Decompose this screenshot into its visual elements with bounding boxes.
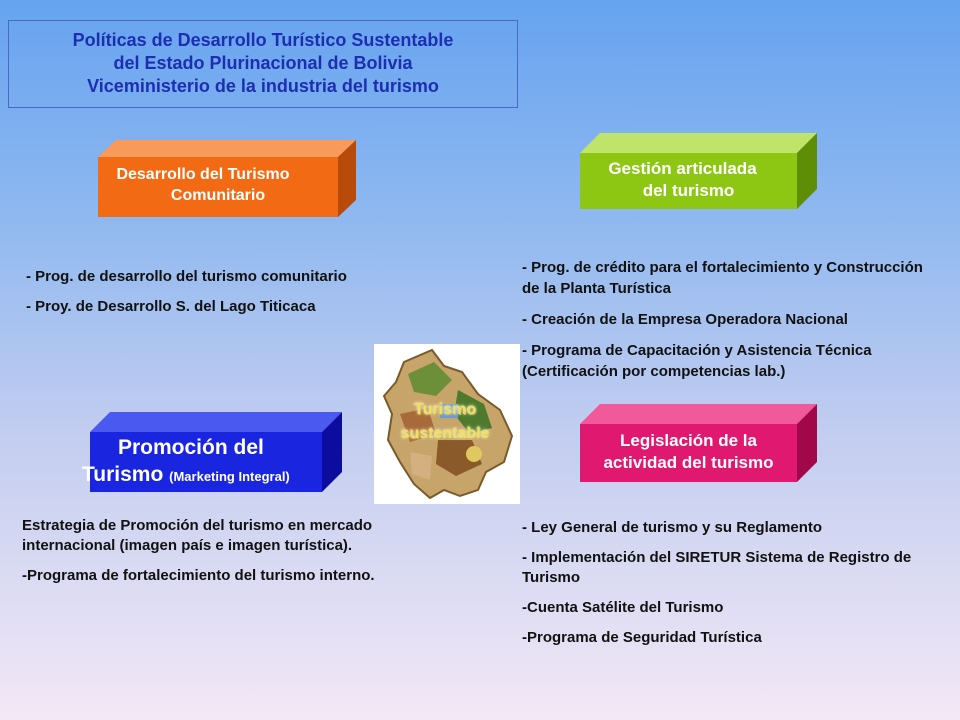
center-label-line-2: sustentable: [400, 425, 490, 442]
list-item: -Cuenta Satélite del Turismo: [522, 599, 724, 616]
box-label-line-2: [82, 461, 342, 490]
box-label-line-1: Legislación de la: [620, 431, 757, 450]
list-item: - Implementación del SIRETUR Sistema de Registro de Turismo: [522, 549, 912, 586]
box-label-line-1: Gestión articulada: [608, 159, 757, 178]
list-item: -Programa de Seguridad Turística: [522, 629, 762, 646]
box-label: [580, 430, 797, 474]
box-label-turismo: Turismo: [82, 463, 164, 486]
list-item: - Programa de Capacitación y Asistencia Técnica (Certificación por competencias lab.): [522, 342, 872, 380]
title-line-3: Viceministerio de la industria del turismo: [87, 76, 439, 96]
center-label: [370, 398, 520, 446]
list-item: - Proy. de Desarrollo S. del Lago Titicaca: [26, 298, 316, 315]
box-turismo-comunitario: [98, 140, 358, 220]
list-gestion: [522, 257, 942, 392]
box-label-line-2: actividad del turismo: [603, 453, 774, 472]
list-comunitario: [26, 267, 446, 327]
list-legislacion: [522, 518, 932, 658]
list-item: -Programa de fortalecimiento del turismo interno.: [22, 567, 375, 584]
box-label-marketing: (Marketing Integral): [169, 469, 290, 484]
center-label-line-1: Turismo: [414, 401, 476, 418]
list-item: - Prog. de crédito para el fortalecimiento y Construcción de la Planta Turística: [522, 259, 923, 297]
title-box: [8, 20, 518, 108]
list-item: - Creación de la Empresa Operadora Nacional: [522, 311, 848, 328]
list-promocion: [22, 516, 422, 596]
box-label-line-2: del turismo: [642, 181, 735, 200]
box-label: [580, 158, 797, 202]
box-label-line-2: Comunitario: [170, 187, 266, 204]
title-line-1: Políticas de Desarrollo Turístico Sustentable: [72, 30, 454, 50]
box-label-line-1: Promoción del: [118, 436, 264, 459]
box-label: [82, 434, 342, 490]
box-gestion-articulada: [580, 133, 820, 213]
list-item: - Ley General de turismo y su Reglamento: [522, 519, 823, 536]
box-label-line-1: Desarrollo del Turismo: [116, 166, 290, 183]
title-line-2: del Estado Plurinacional de Bolivia: [113, 53, 413, 73]
box-label: [98, 164, 338, 206]
box-promocion-turismo: [82, 412, 345, 494]
list-item: - Prog. de desarrollo del turismo comunitario: [26, 268, 347, 285]
box-legislacion: [580, 404, 820, 484]
list-item: Estrategia de Promoción del turismo en mercado internacional (imagen país e imagen turística).: [22, 517, 373, 554]
